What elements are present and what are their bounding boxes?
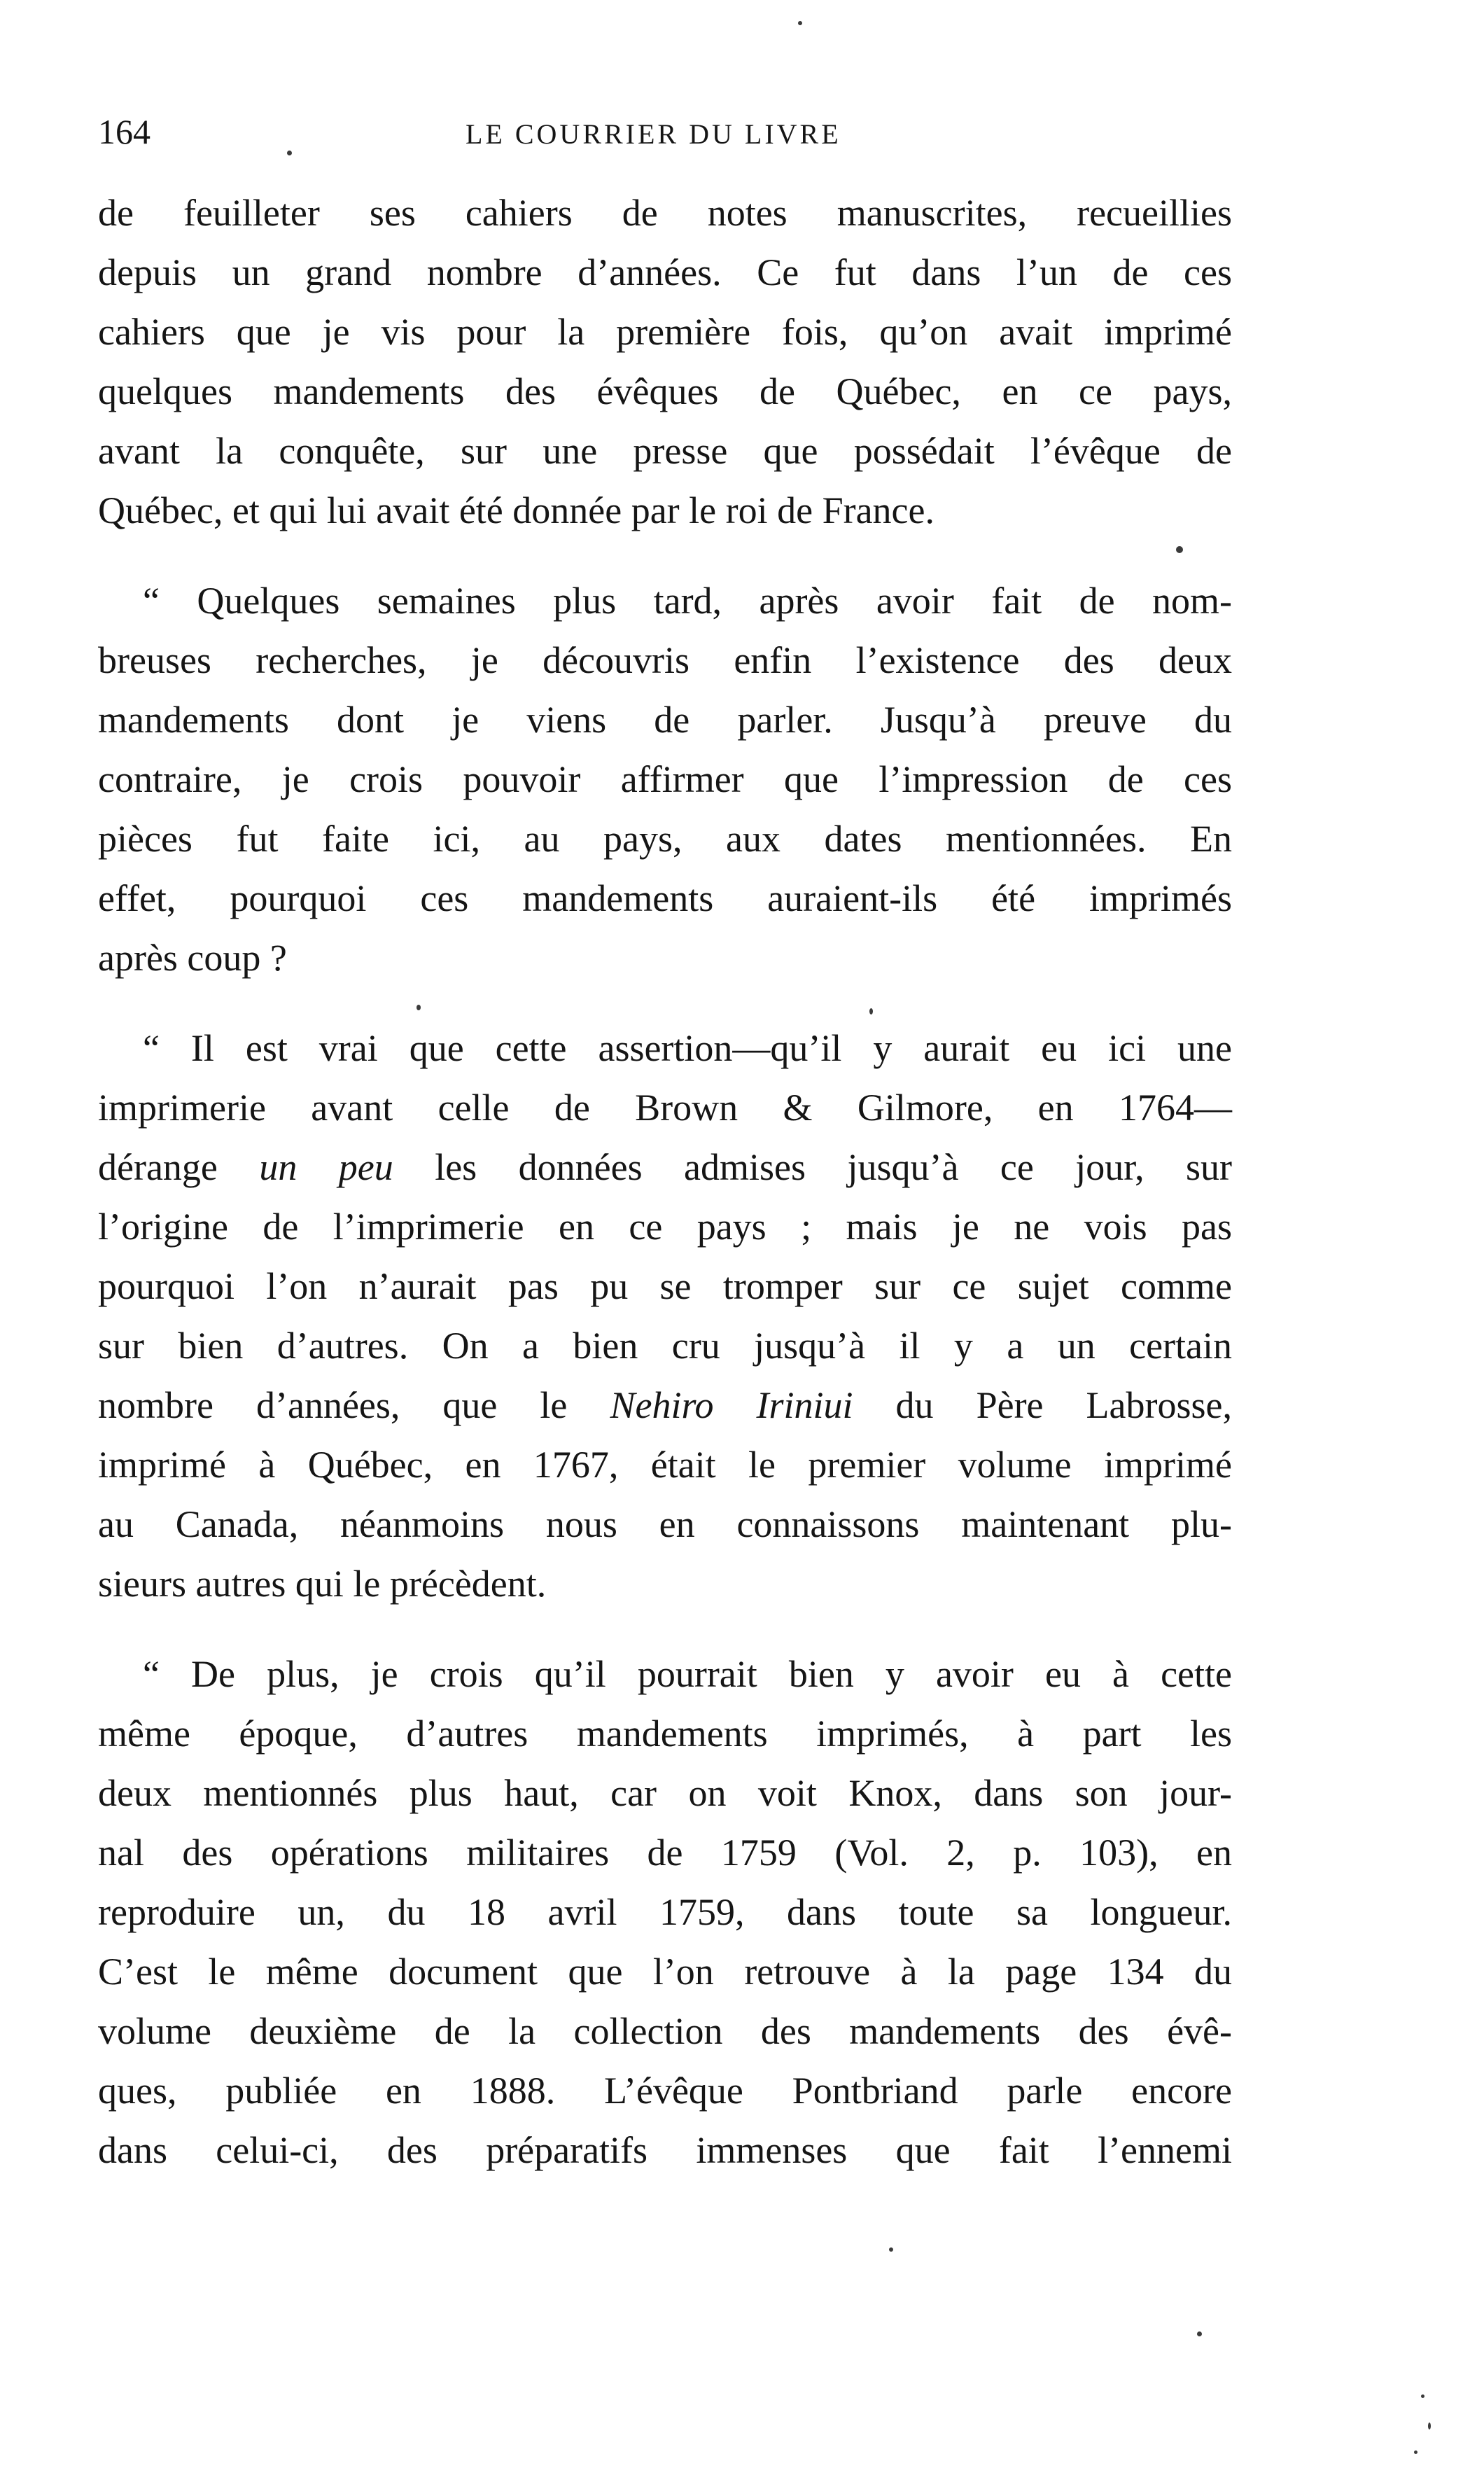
text-line: sieurs autres qui le précèdent. [98,1563,547,1605]
text-line: C’est le même document que l’on retrouve à la page 134 du [98,1951,1232,1993]
text-line: imprimé à Québec, en 1767, était le premier volume imprimé [98,1444,1232,1486]
scan-speck [1428,2422,1431,2429]
text-run: du Père Labrosse, [853,1384,1232,1426]
text-line: avant la conquête, sur une presse que possédait l’évêque de [98,430,1232,472]
scan-speck [1414,2450,1418,2454]
text-line: “ Il est vrai que cette assertion—qu’il y aurait eu ici une [143,1027,1232,1069]
italic-title: Nehiro Iriniui [610,1384,853,1426]
page-number: 164 [98,112,150,151]
body-text [98,183,1232,2180]
text-line: même époque, d’autres mandements imprimés, à part les [98,1713,1232,1755]
text-line: après coup ? [98,937,287,979]
text-line: mandements dont je viens de parler. Jusqu’à preuve du [98,699,1232,741]
text-line: pièces fut faite ici, au pays, aux dates mentionnées. En [98,818,1232,860]
paragraph-1 [98,183,1232,541]
paragraph-4 [98,1645,1232,2180]
scan-speck [798,21,802,25]
scan-speck [287,151,292,155]
running-title: LE COURRIER DU LIVRE [465,118,841,150]
text-line: au Canada, néanmoins nous en connaissons maintenant plu- [98,1503,1232,1545]
text-line: l’origine de l’imprimerie en ce pays ; mais je ne vois pas [98,1206,1232,1248]
italic-text: un peu [259,1146,393,1188]
text-line: quelques mandements des évêques de Québec, en ce pays, [98,370,1232,412]
text-line: reproduire un, du 18 avril 1759, dans toute sa longueur. [98,1891,1232,1933]
text-line [98,1138,1232,1197]
text-line: dans celui-ci, des préparatifs immenses que fait l’ennemi [98,2129,1232,2171]
text-line: imprimerie avant celle de Brown & Gilmore, en 1764— [98,1087,1232,1129]
scan-speck [869,1008,873,1015]
paragraph-3 [98,1019,1232,1614]
text-run: dérange [98,1146,260,1188]
text-line: cahiers que je vis pour la première fois, qu’on avait imprimé [98,311,1232,353]
text-line: de feuilleter ses cahiers de notes manuscrites, recueillies [98,192,1232,234]
text-line: “ Quelques semaines plus tard, après avoir fait de nom- [143,580,1232,622]
paragraph-2 [98,571,1232,988]
scan-speck [1197,2331,1202,2336]
text-line: deux mentionnés plus haut, car on voit Knox, dans son jour- [98,1772,1232,1814]
scan-speck [416,1005,421,1010]
text-line: pourquoi l’on n’aurait pas pu se tromper sur ce sujet comme [98,1265,1232,1307]
text-line: Québec, et qui lui avait été donnée par le roi de France. [98,489,934,531]
text-line: nal des opérations militaires de 1759 (Vol. 2, p. 103), en [98,1832,1232,1874]
scan-speck [1176,546,1183,553]
scan-speck [1421,2394,1424,2398]
text-run: les données admises jusqu’à ce jour, sur [393,1146,1233,1188]
text-run: nombre d’années, que le [98,1384,610,1426]
text-line: contraire, je crois pouvoir affirmer que l’impression de ces [98,758,1232,800]
text-line: depuis un grand nombre d’années. Ce fut dans l’un de ces [98,251,1232,293]
text-line [98,1376,1232,1435]
text-line: ques, publiée en 1888. L’évêque Pontbriand parle encore [98,2070,1232,2112]
text-line: breuses recherches, je découvris enfin l’existence des deux [98,639,1232,681]
scan-speck [889,2247,893,2252]
text-line: effet, pourquoi ces mandements auraient-ils été imprimés [98,877,1232,919]
text-line: sur bien d’autres. On a bien cru jusqu’à il y a un certain [98,1325,1232,1367]
text-line: volume deuxième de la collection des mandements des évê- [98,2010,1232,2052]
running-head [98,105,1232,161]
text-line: “ De plus, je crois qu’il pourrait bien y avoir eu à cette [143,1653,1232,1695]
